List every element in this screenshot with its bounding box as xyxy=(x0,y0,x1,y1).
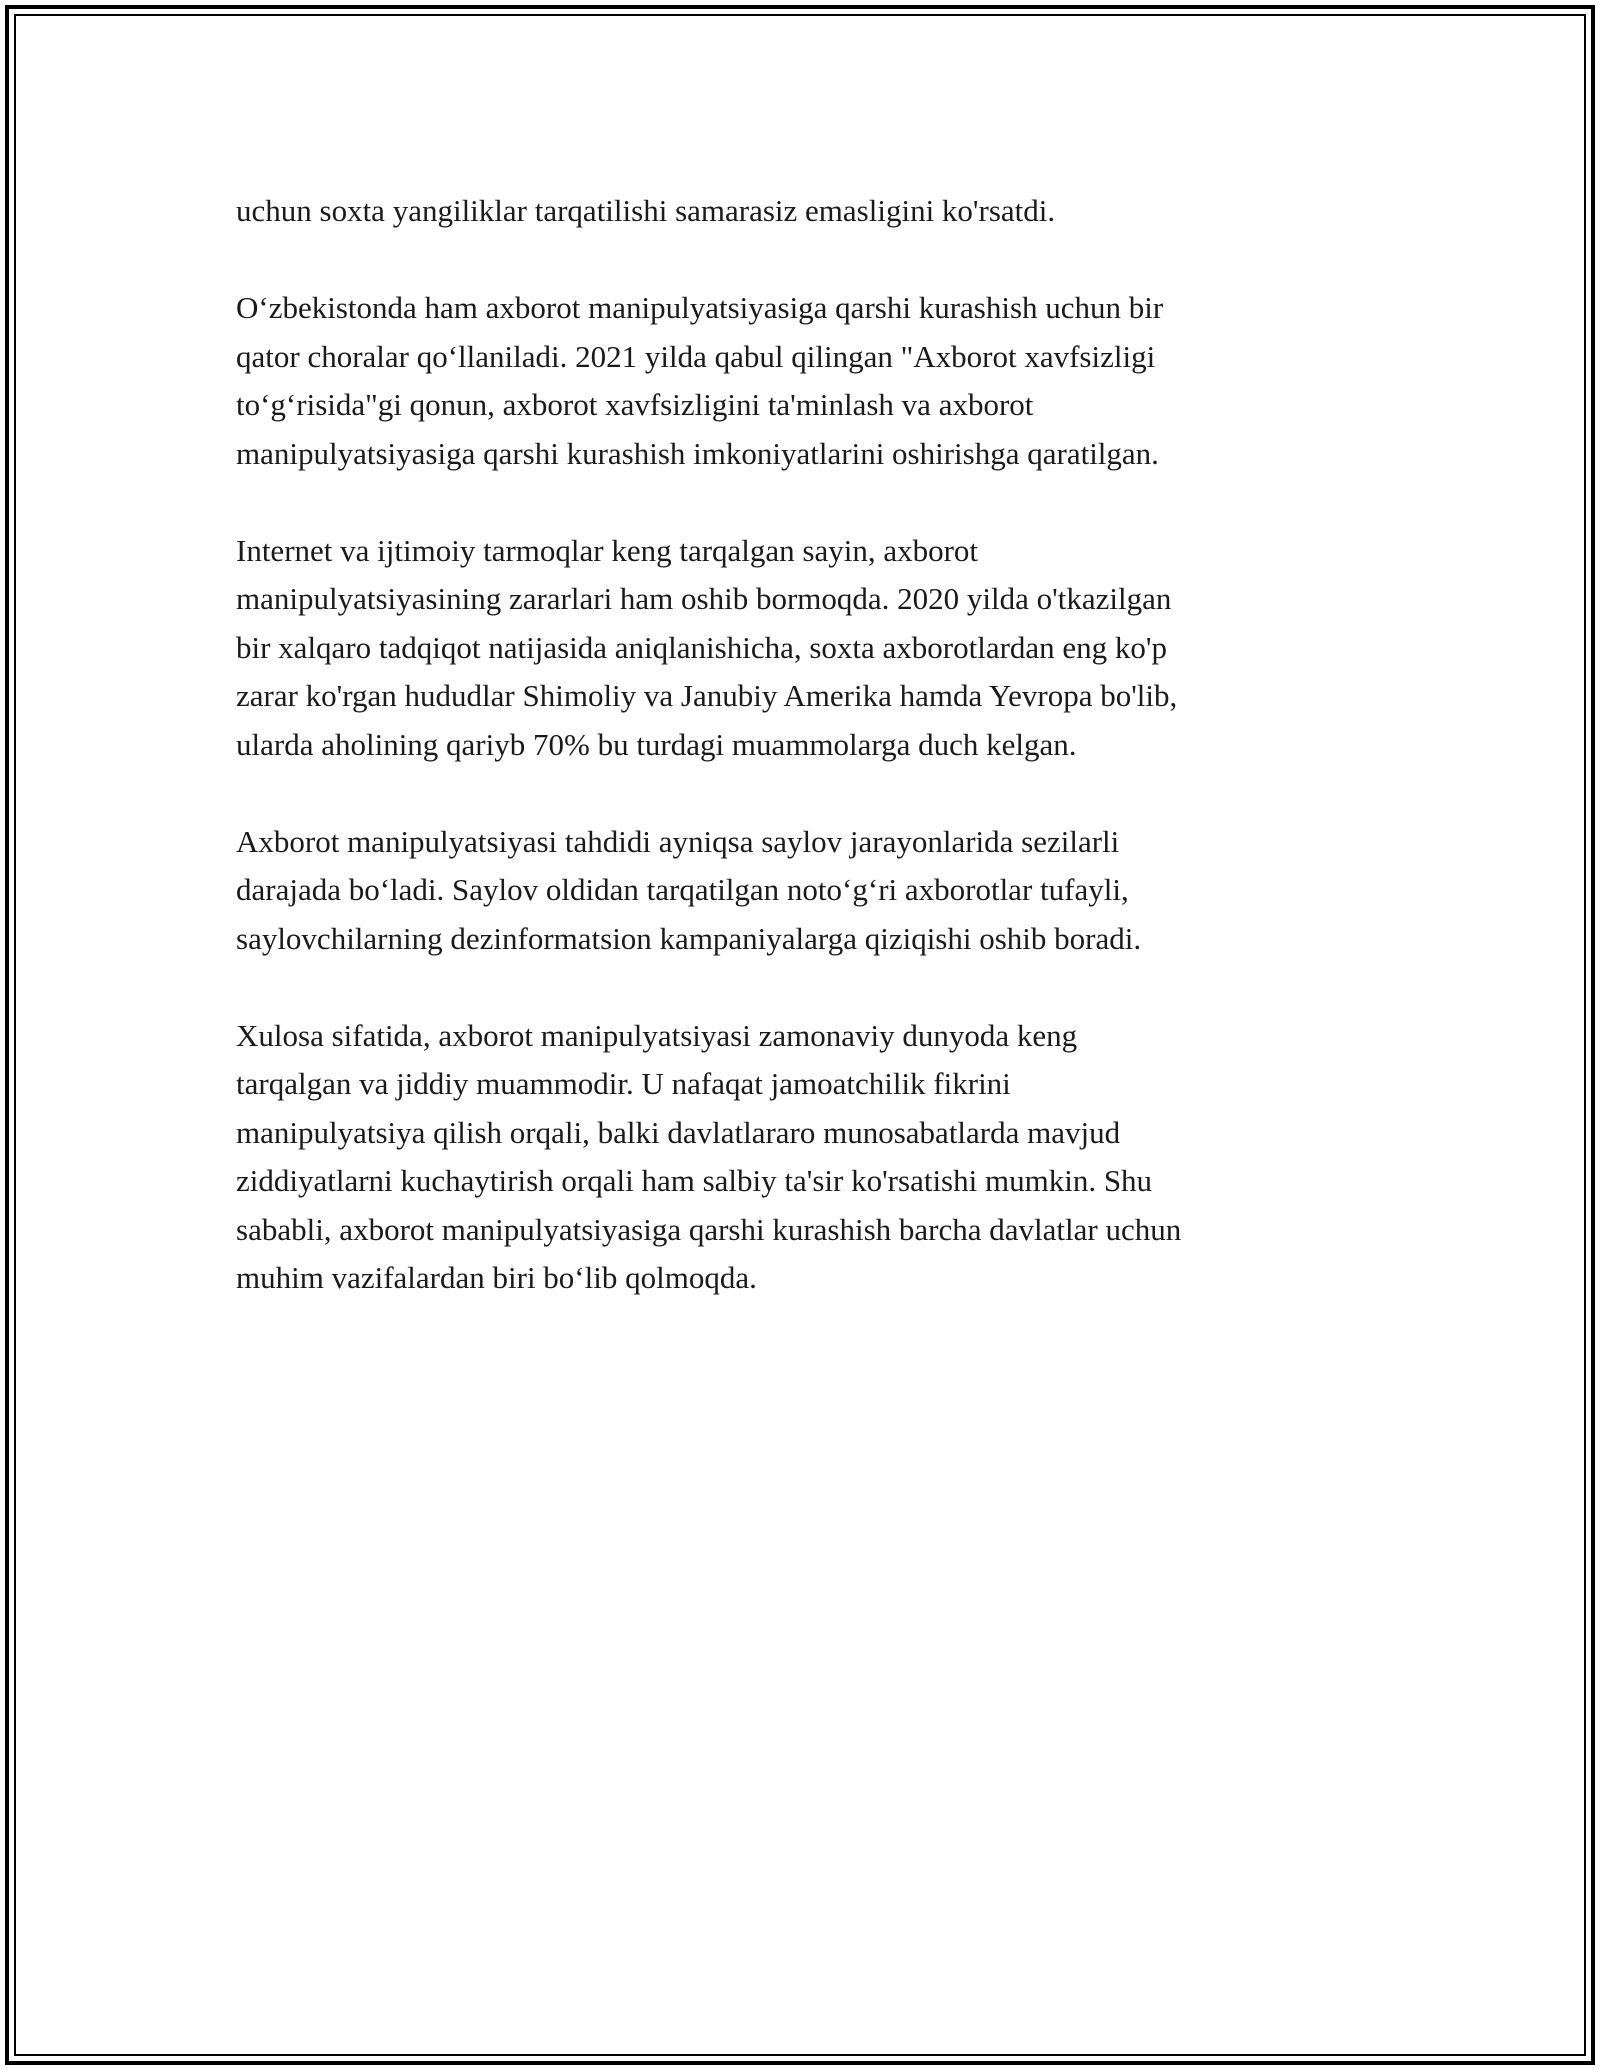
document-body xyxy=(236,187,1376,1351)
paragraph-uzbekistan-measures: O‘zbekistonda ham axborot manipulyatsiyasiga qarshi kurashish uchun bir qator choralar qo‘llaniladi. 2021 yilda qabul qilingan "Axborot xavfsizligi to‘g‘risida"gi qonun, axborot xavfsizligini ta'minlash va axborot manipulyatsiyasiga qarshi kurashish imkoniyatlarini oshirishga qaratilgan. xyxy=(236,290,1164,471)
paragraph-election-threat: Axborot manipulyatsiyasi tahdidi ayniqsa saylov jarayonlarida sezilarli darajada bo‘ladi. Saylov oldidan tarqatilgan noto‘g‘ri axborotlar tufayli, saylovchilarning dezinformatsion kampaniyalarga qiziqishi oshib boradi. xyxy=(236,823,1142,956)
paragraph-conclusion: Xulosa sifatida, axborot manipulyatsiyasi zamonaviy dunyoda keng tarqalgan va jiddiy muammodir. U nafaqat jamoatchilik fikrini manipulyatsiya qilish orqali, balki davlatlararo munosabatlarda mavjud ziddiyatlarni kuchaytirish orqali ham salbiy ta'sir ko'rsatishi mumkin. Shu sababli, axborot manipulyatsiyasiga qarshi kurashish barcha davlatlar uchun muhim vazifalardan biri bo‘lib qolmoqda. xyxy=(236,1017,1182,1295)
paragraph-internet-harms: Internet va ijtimoiy tarmoqlar keng tarqalgan sayin, axborot manipulyatsiyasining zararlari ham oshib bormoqda. 2020 yilda o'tkazilgan bir xalqaro tadqiqot natijasida aniqlanishicha, soxta axborotlardan eng ko'p zarar ko'rgan hududlar Shimoliy va Janubiy Amerika hamda Yevropa bo'lib, ularda aholining qariyb 70% bu turdagi muammolarga duch kelgan. xyxy=(236,532,1178,762)
paragraph-continuation: uchun soxta yangiliklar tarqatilishi samarasiz emasligini ko'rsatdi. xyxy=(236,193,1056,228)
